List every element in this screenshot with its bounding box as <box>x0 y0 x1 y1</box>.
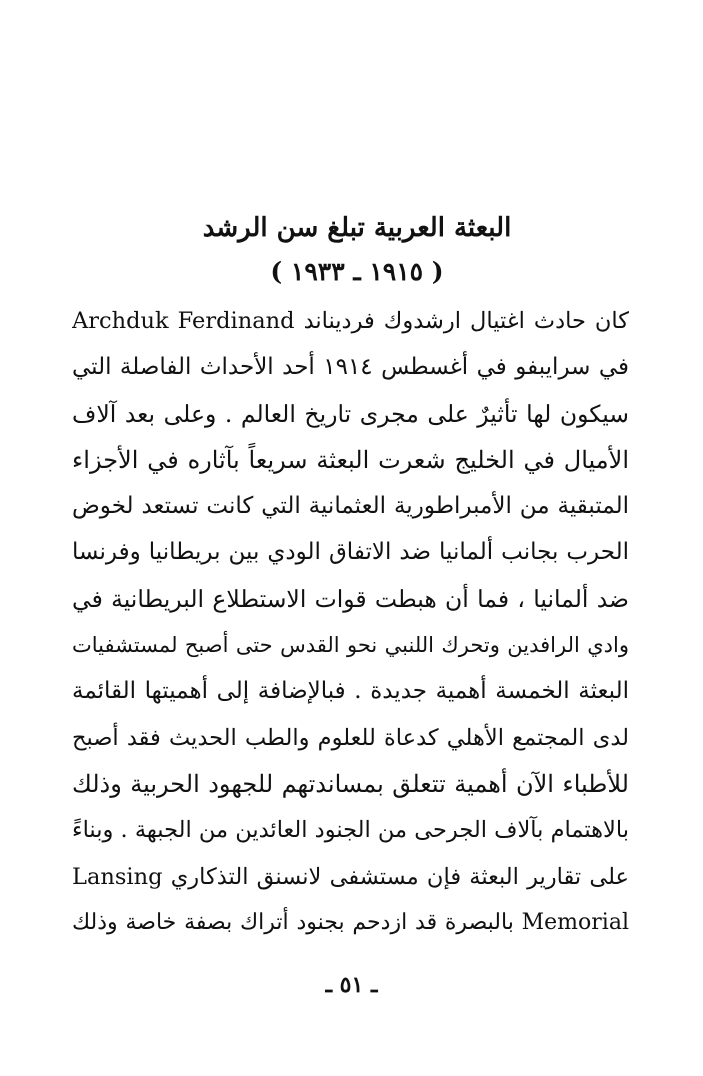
body-line: كان حادث اغتيال ارشدوك فرديناند Archduk Ferdinand <box>72 308 629 334</box>
body-line: الحرب بجانب ألمانيا ضد الاتفاق الودي بين بريطانيا وفرنسا <box>72 539 629 566</box>
body-line: سيكون لها تأثيرٌ على مجرى تاريخ العالم . وعلى بعد آلاف <box>72 399 629 428</box>
body-line: بالاهتمام بآلاف الجرحى من الجنود العائدين من الجبهة . وبناءً <box>72 817 629 844</box>
page-number: ـ ٥١ ـ <box>325 972 378 998</box>
chapter-title: البعثة العربية تبلغ سن الرشد <box>202 213 512 243</box>
body-line: ضد ألمانيا ، فما أن هبطت قوات الاستطلاع البريطانية في <box>72 584 629 613</box>
body-line: على تقارير البعثة فإن مستشفى لانسنق التذكاري Lansing <box>72 863 629 890</box>
body-line: Memorial بالبصرة قد ازدحم بجنود أتراك بصفة خاصة وذلك <box>72 909 629 935</box>
body-line: للأطباء الآن أهمية تتعلق بمساندتهم للجهود الحربية وذلك <box>72 769 629 798</box>
body-line: المتبقية من الأمبراطورية العثمانية التي كانت تستعد لخوض <box>72 493 629 520</box>
body-line: الأميال في الخليج شعرت البعثة سريعاً بآثاره في الأجزاء <box>72 445 629 474</box>
body-line: في سرايبفو في أغسطس ١٩١٤ أحد الأحداث الفاصلة التي <box>72 354 629 381</box>
body-line: لدى المجتمع الأهلي كدعاة للعلوم والطب الحديث فقد أصبح <box>72 724 629 751</box>
body-paragraph <box>72 298 629 946</box>
body-line: وادي الرافدين وتحرك اللنبي نحو القدس حتى أصبح لمستشفيات <box>72 633 629 658</box>
body-line: البعثة الخمسة أهمية جديدة . فبالإضافة إلى أهميتها القائمة <box>72 678 629 705</box>
chapter-date-range: ( ١٩١٥ ـ ١٩٣٣ ) <box>270 257 444 286</box>
